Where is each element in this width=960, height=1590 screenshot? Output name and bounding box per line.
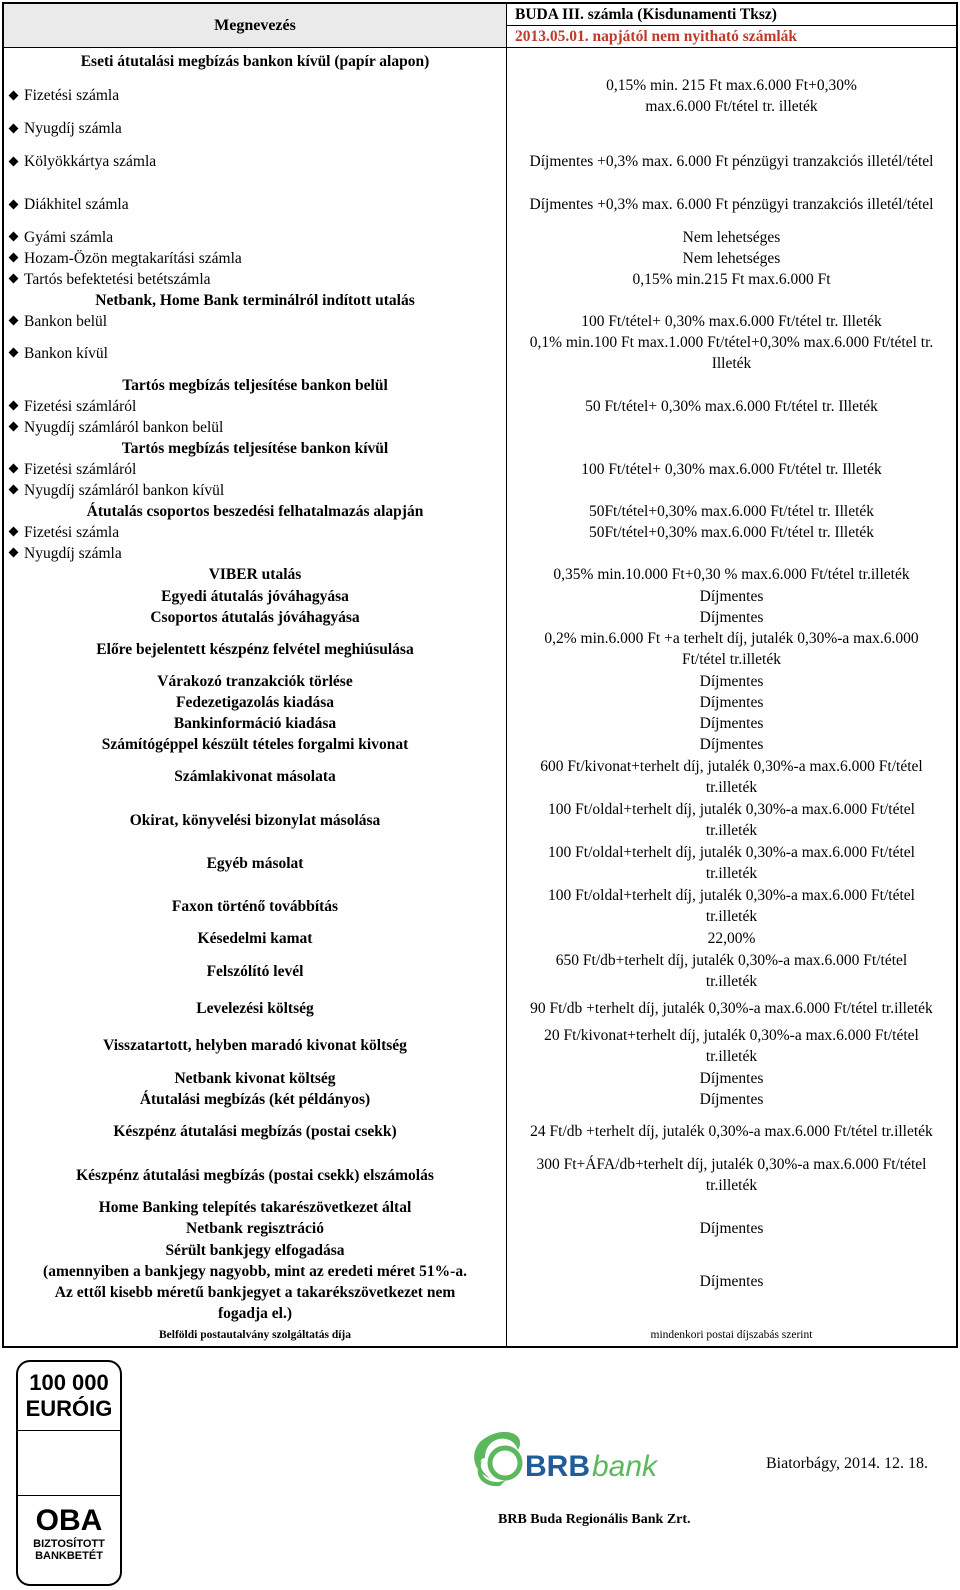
value-visszatartott: 20 Ft/kivonat+terhelt díj, jutalék 0,30%-a max.6.000 Ft/tétel tr.illeték — [544, 1026, 919, 1065]
value-szamitogep: Díjmentes — [699, 735, 764, 753]
diamond-icon — [9, 485, 19, 495]
row-postautalvany: Belföldi postautalvány szolgáltatás díja — [3, 1325, 507, 1347]
row-netbank-reg: Netbank regisztráció — [3, 1218, 507, 1239]
value-bankon-kivul: 0,1% min.100 Ft max.1.000 Ft/tétel+0,30% max.6.000 Ft/tétel tr. Illeték — [529, 334, 934, 372]
value-hozam: Nem lehetséges — [682, 249, 781, 267]
row-home-banking: Home Banking telepítés takarészövetkezet által — [3, 1197, 507, 1218]
diamond-icon — [9, 548, 19, 558]
value-cs-fizetesi: 50Ft/tétel+0,30% max.6.000 Ft/tétel tr. Illeték — [588, 523, 875, 541]
oba-badge-logo: 100 000 EURÓIG OBA BIZTOSÍTOTT BANKBETÉT — [16, 1360, 122, 1586]
svg-text:bank: bank — [592, 1450, 658, 1483]
row-postai-elsz: Készpénz átutalási megbízás (postai csekk) elszámolás — [3, 1154, 507, 1197]
row-kolyok: Kölyökkártya számla — [3, 141, 507, 183]
value-egyedi: Díjmentes — [699, 587, 764, 605]
row-bankinfo: Bankinformáció kiadása — [3, 713, 507, 734]
section-tartos-belul: Tartós megbízás teljesítése bankon belül — [3, 375, 507, 396]
section-eseti: Eseti átutalási megbízás bankon kívül (papír alapon) — [3, 48, 507, 75]
value-diak: Díjmentes +0,3% max. 6.000 Ft pénzügyi tranzakciós illetél/tétel — [529, 196, 934, 213]
diamond-icon — [9, 348, 19, 358]
row-felszolito: Felszólító levél — [3, 949, 507, 994]
place-date: Biatorbágy, 2014. 12. 18. — [766, 1455, 929, 1472]
row-egyeb: Egyéb másolat — [3, 842, 507, 885]
value-kesedelmi: 22,00% — [707, 929, 756, 947]
diamond-icon — [9, 464, 19, 474]
row-gyami: Gyámi számla — [3, 227, 507, 248]
value-faxon: 100 Ft/oldal+terhelt díj, jutalék 0,30%-a max.6.000 Ft/tétel tr.illeték — [548, 887, 915, 925]
row-csoportos-jov: Csoportos átutalás jóváhagyása — [3, 607, 507, 628]
row-postai: Készpénz átutalási megbízás (postai csekk) — [3, 1110, 507, 1154]
value-elore: 0,2% min.6.000 Ft +a terhelt díj, jutalék 0,30%-a max.6.000 Ft/tétel tr.illeték — [544, 630, 919, 668]
row-bankon-kivul: Bankon kívül — [3, 332, 507, 375]
row-levelezesi: Levelezési költség — [3, 994, 507, 1024]
fee-table — [2, 2, 958, 1348]
value-egyeb: 100 Ft/oldal+terhelt díj, jutalék 0,30%-a max.6.000 Ft/tétel tr.illeték — [548, 844, 915, 882]
value-varakozo: Díjmentes — [699, 672, 764, 690]
row-okirat: Okirat, könyvelési bizonylat másolása — [3, 799, 507, 842]
diamond-icon — [9, 527, 19, 537]
row-hozam: Hozam-Özön megtakarítási számla — [3, 248, 507, 269]
svg-text:BRB: BRB — [525, 1450, 590, 1483]
row-cs-nyugdij: Nyugdíj számla — [3, 543, 507, 564]
row-szamitogep: Számítógéppel készült tételes forgalmi kivonat — [3, 734, 507, 755]
oba-emblem — [18, 1430, 120, 1496]
value-postai-elsz: 300 Ft+ÁFA/db+terhelt díj, jutalék 0,30%-a max.6.000 Ft/tétel tr.illeték — [536, 1156, 927, 1194]
value-netbank-kivonat: Díjmentes — [699, 1069, 764, 1087]
value-postautalvany: mindenkori postai díjszabás szerint — [650, 1328, 813, 1341]
section-csoportos: Átutalás csoportos beszedési felhatalmazás alapján — [3, 501, 507, 522]
value-kolyok: Díjmentes +0,3% max. 6.000 Ft pénzügyi tranzakciós illetél/tétel — [529, 153, 934, 170]
value-tartos-bef: 0,15% min.215 Ft max.6.000 Ft — [632, 270, 831, 288]
header-name: Megnevezés — [3, 3, 507, 48]
row-cs-fizetesi: Fizetési számla — [3, 522, 507, 543]
section-tartos-kivul: Tartós megbízás teljesítése bankon kívül — [3, 438, 507, 459]
section-netbank: Netbank, Home Bank terminálról indított utalás — [3, 290, 507, 311]
value-tk-fizetesi: 100 Ft/tétel+ 0,30% max.6.000 Ft/tétel tr. Illeték — [581, 460, 882, 478]
value-fedezet: Díjmentes — [699, 693, 764, 711]
row-ket-peldany: Átutalási megbízás (két példányos) — [3, 1089, 507, 1110]
header-note: 2013.05.01. napjától nem nyitható számlák — [507, 26, 958, 48]
value-netbank-reg: Díjmentes — [699, 1219, 764, 1237]
diamond-icon — [9, 274, 19, 284]
row-varakozo: Várakozó tranzakciók törlése — [3, 671, 507, 692]
value-serult: Díjmentes — [699, 1273, 764, 1290]
row-egyedi: Egyedi átutalás jóváhagyása — [3, 586, 507, 607]
row-tk-fizetesi: Fizetési számláról — [3, 459, 507, 480]
diamond-icon — [9, 401, 19, 411]
row-netbank-kivonat: Netbank kivonat költség — [3, 1068, 507, 1089]
value-csoportos: 50Ft/tétel+0,30% max.6.000 Ft/tétel tr. Illeték — [588, 502, 875, 520]
diamond-icon — [9, 90, 19, 100]
value-tb-fizetesi: 50 Ft/tétel+ 0,30% max.6.000 Ft/tétel tr. Illeték — [585, 397, 878, 415]
diamond-icon — [9, 123, 19, 133]
value-bankon-belul: 100 Ft/tétel+ 0,30% max.6.000 Ft/tétel tr. Illeték — [581, 312, 882, 330]
row-visszatartott: Visszatartott, helyben maradó kivonat költség — [3, 1024, 507, 1068]
row-tartos-bef: Tartós befektetési betétszámla — [3, 269, 507, 290]
value-ket-peldany: Díjmentes — [699, 1090, 764, 1108]
row-serult: Sérült bankjegy elfogadása (amennyiben a bankjegy nagyobb, mint az eredeti méret 51%-a. Az ettől kisebb méretű bankjegyet a takarékszövetkezet nem fogadja el.) — [3, 1239, 507, 1325]
brb-bank-logo — [470, 1428, 680, 1498]
diamond-icon — [9, 199, 19, 209]
value-kivonat-masolat: 600 Ft/kivonat+terhelt díj, jutalék 0,30%-a max.6.000 Ft/tétel tr.illeték — [540, 757, 923, 796]
row-fedezet: Fedezetigazolás kiadása — [3, 692, 507, 713]
row-tb-fizetesi: Fizetési számláról — [3, 396, 507, 417]
row-diak: Diákhitel számla — [3, 183, 507, 227]
row-tk-nyugdij: Nyugdíj számláról bankon kívül — [3, 480, 507, 501]
row-faxon: Faxon történő továbbítás — [3, 885, 507, 928]
value-fizetesi-szamla: 0,15% min. 215 Ft max.6.000 Ft+0,30% max.6.000 Ft/tétel tr. illeték — [606, 76, 857, 115]
value-csoportos-jov: Díjmentes — [699, 608, 764, 626]
row-bankon-belul: Bankon belül — [3, 311, 507, 332]
value-felszolito: 650 Ft/db+terhelt díj, jutalék 0,30%-a max.6.000 Ft/tétel tr.illeték — [555, 952, 908, 990]
header-account-title: BUDA III. számla (Kisdunamenti Tksz) — [507, 3, 958, 26]
value-bankinfo: Díjmentes — [699, 714, 764, 732]
brb-company-name: BRB Buda Regionális Bank Zrt. — [498, 1512, 691, 1527]
diamond-icon — [9, 422, 19, 432]
value-gyami: Nem lehetséges — [682, 228, 781, 246]
value-levelezesi: 90 Ft/db +terhelt díj, jutalék 0,30%-a max.6.000 Ft/tétel tr.illeték — [530, 1000, 933, 1017]
diamond-icon — [9, 316, 19, 326]
row-viber: VIBER utalás — [3, 564, 507, 586]
value-postai: 24 Ft/db +terhelt díj, jutalék 0,30%-a max.6.000 Ft/tétel tr.illeték — [530, 1123, 933, 1140]
diamond-icon — [9, 156, 19, 166]
row-tb-nyugdij: Nyugdíj számláról bankon belül — [3, 417, 507, 438]
row-fizetesi-szamla: Fizetési számla — [3, 75, 507, 117]
value-viber: 0,35% min.10.000 Ft+0,30 % max.6.000 Ft/tétel tr.illeték — [553, 566, 910, 583]
row-kivonat-masolat: Számlakivonat másolata — [3, 755, 507, 799]
row-elore: Előre bejelentett készpénz felvétel meghiúsulása — [3, 628, 507, 671]
row-kesedelmi: Késedelmi kamat — [3, 928, 507, 949]
diamond-icon — [9, 232, 19, 242]
diamond-icon — [9, 253, 19, 263]
value-okirat: 100 Ft/oldal+terhelt díj, jutalék 0,30%-a max.6.000 Ft/tétel tr.illeték — [548, 801, 915, 839]
row-nyugdij-szamla: Nyugdíj számla — [3, 117, 507, 141]
